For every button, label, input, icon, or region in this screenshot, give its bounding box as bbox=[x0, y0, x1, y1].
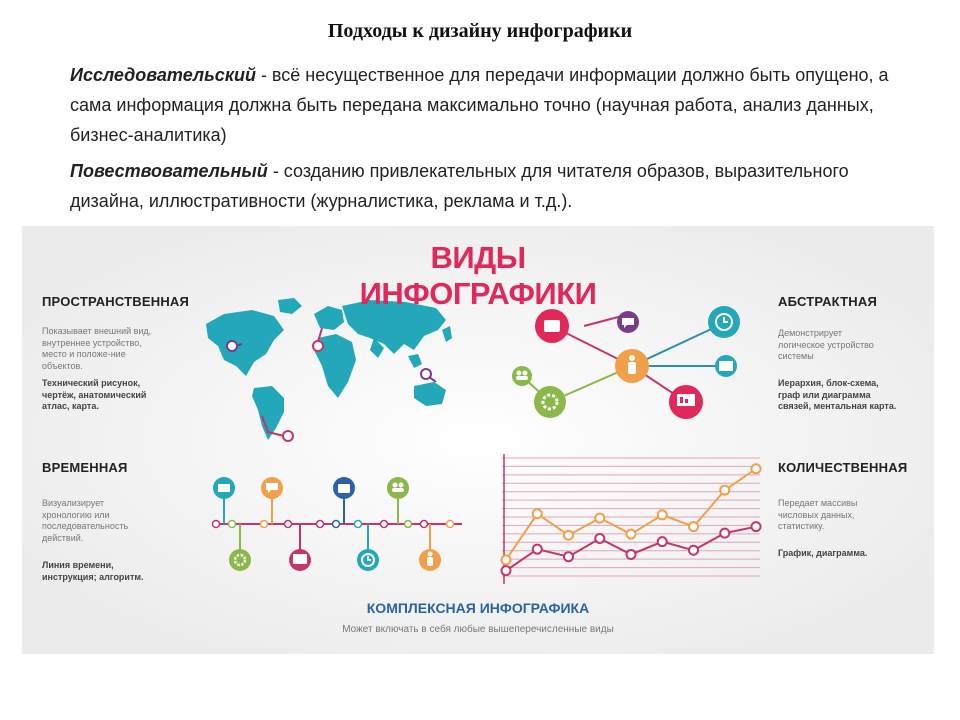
type-desc-line: статистику. bbox=[778, 521, 825, 531]
type-desc-abstract bbox=[778, 328, 874, 363]
map-pin bbox=[283, 431, 293, 441]
type-example-line: инструкция; алгоритм. bbox=[42, 571, 144, 582]
chart-point bbox=[533, 509, 542, 518]
approach-term: Исследовательский bbox=[70, 65, 256, 85]
chart-point bbox=[564, 531, 573, 540]
chart-point bbox=[533, 545, 542, 554]
briefcase-icon bbox=[544, 320, 560, 332]
type-desc-temporal bbox=[42, 498, 128, 544]
type-example-line: Технический рисунок, bbox=[42, 378, 141, 388]
chart-point bbox=[720, 486, 729, 495]
map-pin bbox=[313, 341, 323, 351]
map-pin bbox=[421, 369, 431, 379]
type-name-quantitative: КОЛИЧЕСТВЕННАЯ bbox=[778, 460, 908, 475]
type-desc-line: Демонстрирует bbox=[778, 328, 843, 338]
chart-point bbox=[627, 550, 636, 559]
type-example-line: связей, ментальная карта. bbox=[778, 401, 897, 411]
approach-text: - созданию привлекательных для читателя образов, выразительного дизайна, иллюстративности (журналистика, реклама и т.д.). bbox=[70, 161, 849, 211]
type-example-line: Линия времени, bbox=[42, 560, 114, 570]
type-desc-line: Визуализирует bbox=[42, 498, 105, 508]
type-desc-line: внутреннее устройство, bbox=[42, 337, 142, 348]
type-name-spatial: ПРОСТРАНСТВЕННАЯ bbox=[42, 294, 190, 309]
presentation-icon bbox=[677, 394, 695, 406]
chart-point bbox=[595, 514, 604, 523]
type-examples-quantitative bbox=[778, 548, 867, 560]
chart-point bbox=[502, 555, 511, 564]
type-examples-spatial bbox=[42, 378, 146, 413]
person-icon bbox=[628, 355, 636, 374]
chart-point bbox=[658, 537, 667, 546]
chart-point bbox=[720, 529, 729, 538]
chart-point bbox=[752, 522, 761, 531]
type-example-line: граф или диаграмма bbox=[778, 389, 871, 400]
type-examples-abstract bbox=[778, 378, 896, 413]
type-desc-line: числовых данных, bbox=[778, 509, 855, 520]
infographic-heading: ВИДЫ ИНФОГРАФИКИ bbox=[359, 240, 597, 311]
person-icon bbox=[427, 552, 433, 567]
type-desc-line: логическое устройство bbox=[778, 339, 874, 350]
complex-infographic-desc: Может включать в себя любые вышеперечисленные виды bbox=[342, 624, 614, 635]
type-desc-line: системы bbox=[778, 351, 814, 361]
type-desc-line: хронологию или bbox=[42, 509, 110, 520]
approach-term: Повествовательный bbox=[70, 161, 268, 181]
type-example-line: График, диаграмма. bbox=[778, 548, 868, 558]
type-name-abstract: АБСТРАКТНАЯ bbox=[778, 294, 878, 309]
type-example-line: Иерархия, блок-схема, bbox=[778, 378, 879, 388]
complex-infographic-heading: КОМПЛЕКСНАЯ ИНФОГРАФИКА bbox=[366, 600, 590, 616]
chart-point bbox=[689, 546, 698, 555]
type-desc-quantitative bbox=[778, 498, 857, 533]
chart-point bbox=[627, 530, 636, 539]
page-title: Подходы к дизайну инфографики bbox=[327, 20, 633, 42]
chart-point bbox=[658, 510, 667, 519]
map-pin bbox=[227, 341, 237, 351]
presentation-icon bbox=[293, 554, 307, 564]
type-desc-line: Показывает внешний вид, bbox=[42, 326, 152, 336]
type-desc-line: Передает массивы bbox=[778, 498, 858, 508]
timeline-node bbox=[229, 549, 251, 571]
mail-icon bbox=[719, 361, 733, 371]
chart-point bbox=[595, 534, 604, 543]
briefcase-icon bbox=[338, 484, 350, 493]
type-examples-temporal bbox=[42, 560, 144, 583]
type-desc-spatial bbox=[42, 326, 151, 372]
chart-point bbox=[502, 566, 511, 575]
type-example-line: атлас, карта. bbox=[42, 401, 99, 411]
chart-point bbox=[564, 552, 573, 561]
chart-point bbox=[752, 464, 761, 473]
type-name-temporal: ВРЕМЕННАЯ bbox=[42, 460, 128, 475]
approach-narrative bbox=[70, 156, 920, 216]
type-desc-line: последовательность bbox=[42, 521, 129, 531]
infographic-panel bbox=[22, 226, 934, 654]
approach-text: - всё несущественное для передачи информации должно быть опущено, а сама информация должна быть передана максимально точно (научная работа, анализ данных, бизнес-аналитика) bbox=[70, 65, 889, 145]
network-node bbox=[534, 386, 566, 418]
chart-point bbox=[689, 522, 698, 531]
mail-icon bbox=[218, 484, 230, 492]
type-desc-line: действий. bbox=[42, 532, 84, 543]
type-desc-line: объектов. bbox=[42, 360, 83, 371]
approach-research bbox=[70, 60, 920, 150]
type-example-line: чертёж, анатомический bbox=[42, 389, 147, 400]
type-desc-line: место и положе-ние bbox=[42, 349, 126, 359]
